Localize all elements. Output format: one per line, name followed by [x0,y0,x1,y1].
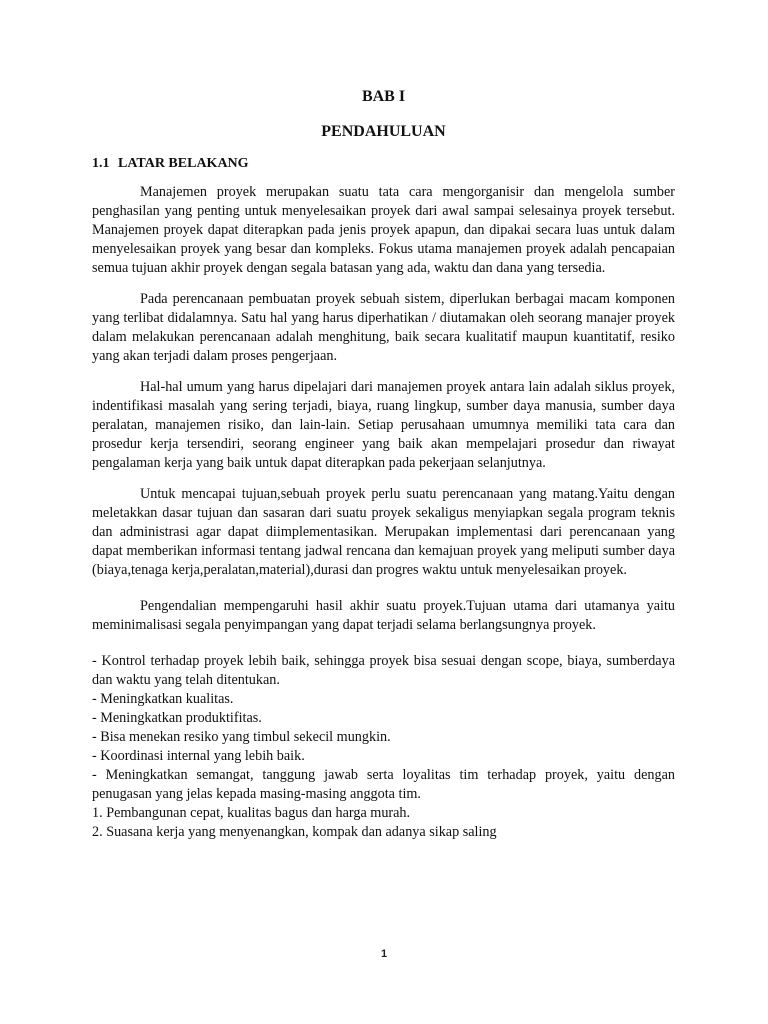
list-item: - Meningkatkan semangat, tanggung jawab serta loyalitas tim terhadap proyek, yaitu dengan penugasan yang jelas kepada masing-masing anggota tim. [92,767,675,802]
paragraph: Pengendalian mempengaruhi hasil akhir suatu proyek.Tujuan utama dari utamanya yaitu meminimalisasi segala penyimpangan yang dapat terjadi selama berlangsungnya proyek. [92,598,675,633]
section-title: LATAR BELAKANG [118,156,249,171]
list-item: - Meningkatkan produktifitas. [92,710,262,726]
page-content [92,87,675,842]
paragraph: Untuk mencapai tujuan,sebuah proyek perlu suatu perencanaan yang matang.Yaitu dengan meletakkan dasar tujuan dan sasaran dari suatu proyek sekaligus menyiapkan segala program teknis dan administrasi agar dapat diimplementasikan. Merupakan implementasi dari perencanaan yang dapat memberikan informasi tentang jadwal rencana dan kemajuan proyek yang meliputi sumber daya (biaya,tenaga kerja,peralatan,material),durasi dan progres waktu untuk menyelesaikan proyek. [92,486,675,578]
benefit-list [92,652,675,842]
list-item: - Bisa menekan resiko yang timbul sekecil mungkin. [92,729,391,745]
section-heading [92,154,675,173]
list-item: - Koordinasi internal yang lebih baik. [92,748,305,764]
section-number: 1.1 [92,156,110,171]
chapter-title: PENDAHULUAN [321,123,446,140]
paragraph: Pada perencanaan pembuatan proyek sebuah sistem, diperlukan berbagai macam komponen yang terlibat didalamnya. Satu hal yang harus diperhatikan / diutamakan oleh seorang manajer proyek dalam melakukan perencanaan adalah menghitung, baik secara kualitatif maupun kuantitatif, resiko yang akan terjadi dalam proses pengerjaan. [92,291,675,364]
list-item: - Kontrol terhadap proyek lebih baik, sehingga proyek bisa sesuai dengan scope, biaya, sumberdaya dan waktu yang telah ditentukan. [92,653,675,688]
page-number: 1 [380,948,388,960]
list-item: - Meningkatkan kualitas. [92,691,234,707]
list-item: 2. Suasana kerja yang menyenangkan, kompak dan adanya sikap saling [92,824,497,840]
list-item: 1. Pembangunan cepat, kualitas bagus dan harga murah. [92,805,411,821]
paragraph: Manajemen proyek merupakan suatu tata cara mengorganisir dan mengelola sumber penghasilan yang penting untuk menyelesaikan proyek dari awal sampai selesainya proyek tersebut. Manajemen proyek dapat diterapkan pada jenis proyek apapun, dan dipakai secara luas untuk dalam menyelesaikan proyek yang besar dan kompleks. Fokus utama manajemen proyek adalah pencapaian semua tujuan akhir proyek dengan segala batasan yang ada, waktu dan dana yang tersedia. [92,184,675,276]
paragraph: Hal-hal umum yang harus dipelajari dari manajemen proyek antara lain adalah siklus proyek, indentifikasi masalah yang sering terjadi, biaya, ruang lingkup, sumber daya manusia, sumber daya peralatan, manajemen risiko, dan lain-lain. Setiap perusahaan umumnya memiliki tata cara dan prosedur kerja tersendiri, seorang engineer yang baik akan mempelajari prosedur dan riwayat pengalaman kerja yang baik untuk dapat diterapkan pada pekerjaan selanjutnya. [92,379,675,471]
chapter-label: BAB I [361,88,406,105]
